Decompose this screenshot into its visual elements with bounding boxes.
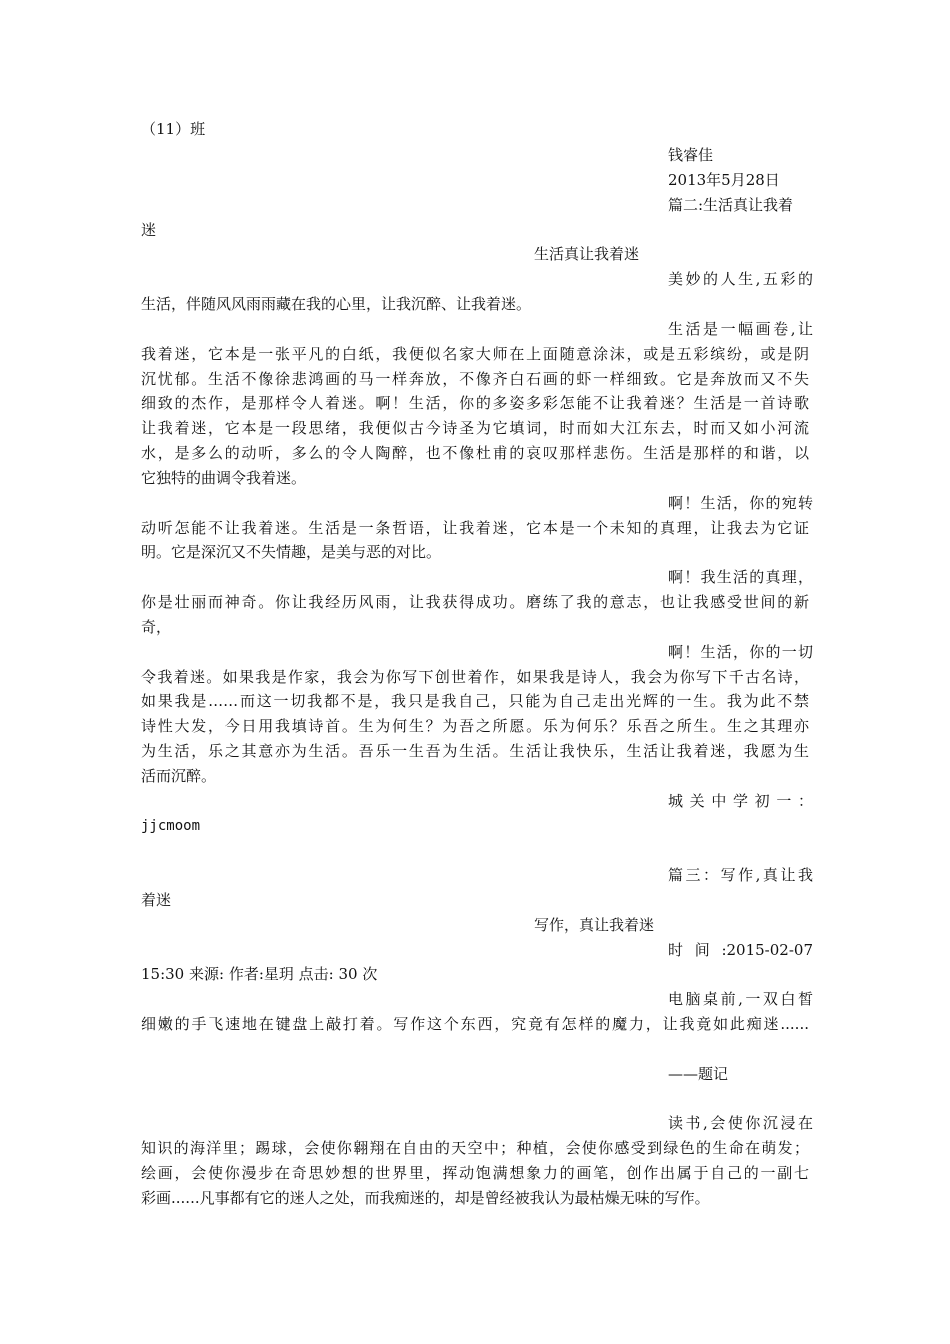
class-label: （11）班 bbox=[141, 120, 206, 138]
paragraph-line: 它独特的曲调令我着迷。 bbox=[141, 469, 307, 487]
author-name: 钱睿佳 bbox=[668, 146, 714, 164]
paragraph-line: 啊！生活，你的宛转 bbox=[668, 494, 813, 512]
article2-heading: 篇二:生活真让我着 bbox=[668, 196, 794, 214]
article2-title: 生活真让我着迷 bbox=[534, 245, 640, 263]
article3-heading-cont: 着迷 bbox=[141, 891, 172, 909]
paragraph-line: 水，是多么的动听，多么的令人陶醉，也不像杜甫的哀叹那样悲伤。生活是那样的和谐，以 bbox=[141, 444, 809, 462]
article2-heading-cont: 迷 bbox=[141, 221, 157, 239]
paragraph-line: 如果我是……而这一切我都不是，我只是我自己，只能为自己走出光辉的一生。我为此不禁 bbox=[141, 692, 809, 710]
paragraph-line: 我着迷，它本是一张平凡的白纸，我便似名家大师在上面随意涂沫，或是五彩缤纷，或是阴 bbox=[141, 345, 809, 363]
school-label: 城关中学初一： bbox=[668, 792, 813, 810]
paragraph-line: 令我着迷。如果我是作家，我会为你写下创世着作，如果我是诗人，我会为你写下千古名诗， bbox=[141, 668, 809, 686]
paragraph-line: 活而沉醉。 bbox=[141, 767, 217, 785]
paragraph-line: 绘画，会使你漫步在奇思妙想的世界里，挥动饱满想象力的画笔，创作出属于自己的一副七 bbox=[141, 1164, 809, 1182]
article3-meta-source: 15:30 来源: 作者:星玥 点击: 30 次 bbox=[141, 965, 378, 983]
paragraph-line: 美妙的人生,五彩的 bbox=[668, 270, 813, 288]
paragraph-line: 电脑桌前,一双白皙 bbox=[668, 990, 813, 1008]
paragraph-line: 知识的海洋里；踢球，会使你翱翔在自由的天空中；种植，会使你感受到绿色的生命在萌发； bbox=[141, 1139, 809, 1157]
paragraph-line: 啊！我生活的真理， bbox=[668, 568, 813, 586]
paragraph-line: 明。它是深沉又不失情趣，是美与恶的对比。 bbox=[141, 543, 442, 561]
paragraph-line: 为生活，乐之其意亦为生活。吾乐一生吾为生活。生活让我快乐，生活让我着迷，我愿为生 bbox=[141, 742, 809, 760]
paragraph-line: 你是壮丽而神奇。你让我经历风雨，让我获得成功。磨练了我的意志，也让我感受世间的新 bbox=[141, 593, 809, 611]
epigraph-label: ——题记 bbox=[668, 1065, 729, 1083]
paragraph-line: 细致的杰作，是那样令人着迷。啊！生活，你的多姿多彩怎能不让我着迷？生活是一首诗歌 bbox=[141, 394, 809, 412]
article3-title: 写作，真让我着迷 bbox=[534, 916, 655, 934]
paragraph-line: 彩画......凡事都有它的迷人之处，而我痴迷的，却是曾经被我认为最枯燥无味的写作。 bbox=[141, 1189, 710, 1207]
paragraph-line: 动听怎能不让我着迷。生活是一条哲语，让我着迷，它本是一个未知的真理，让我去为它证 bbox=[141, 519, 809, 537]
paragraph-line: 读书,会使你沉浸在 bbox=[668, 1114, 813, 1132]
username: jjcmoom bbox=[141, 818, 201, 834]
article3-heading: 篇三：写作,真让我 bbox=[668, 866, 813, 884]
date: 2013年5月28日 bbox=[668, 171, 780, 189]
paragraph-line: 生活，伴随风风雨雨藏在我的心里，让我沉醉、让我着迷。 bbox=[141, 295, 532, 313]
paragraph-line: 奇， bbox=[141, 618, 172, 636]
paragraph-line: 生活是一幅画卷,让 bbox=[668, 320, 813, 338]
paragraph-line: 啊！生活，你的一切 bbox=[668, 643, 813, 661]
paragraph-line: 让我着迷，它本是一段思绪，我便似古今诗圣为它填词，时而如大江东去，时而又如小河流 bbox=[141, 419, 809, 437]
article3-meta-time: 时 间 :2015-02-07 bbox=[668, 941, 813, 959]
paragraph-line: 沉忧郁。生活不像徐悲鸿画的马一样奔放，不像齐白石画的虾一样细致。它是奔放而又不失 bbox=[141, 370, 809, 388]
paragraph-line: 细嫩的手飞速地在键盘上敲打着。写作这个东西，究竟有怎样的魔力，让我竟如此痴迷...... bbox=[141, 1015, 809, 1033]
paragraph-line: 诗性大发，今日用我填诗首。生为何生？为吾之所愿。乐为何乐？乐吾之所生。生之其理亦 bbox=[141, 717, 809, 735]
